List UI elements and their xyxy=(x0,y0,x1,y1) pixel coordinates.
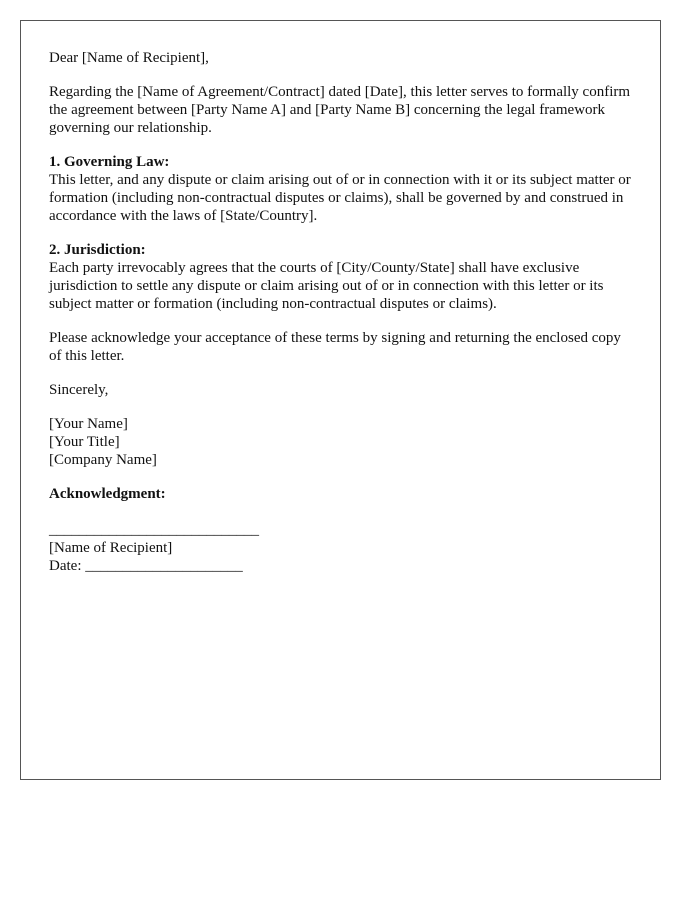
sender-name: [Your Name] xyxy=(49,416,128,432)
date-label: Date: xyxy=(49,558,86,574)
section-body: This letter, and any dispute or claim arising out of or in connection with it or its subject matter or formation (including non-contractual disputes or claims), shall be governed by and construed in accordance with the laws of [State/Country]. xyxy=(49,172,631,224)
sender-title: [Your Title] xyxy=(49,434,120,450)
request-paragraph: Please acknowledge your acceptance of these terms by signing and returning the enclosed copy of this letter. xyxy=(49,330,621,364)
acknowledgment-heading: Acknowledgment: xyxy=(49,486,166,502)
section-heading: 2. Jurisdiction: xyxy=(49,242,146,258)
closing: Sincerely, xyxy=(49,382,109,398)
letter xyxy=(20,20,661,780)
intro-paragraph: Regarding the [Name of Agreement/Contract] dated [Date], this letter serves to formally confirm the agreement between [Party Name A] and [Party Name B] concerning the legal framework governing our relationship. xyxy=(49,84,631,136)
signature-block xyxy=(49,415,632,469)
date-row xyxy=(49,557,632,575)
governing-law-section xyxy=(49,153,632,225)
section-body: Each party irrevocably agrees that the courts of [City/County/State] shall have exclusive jurisdiction to settle any dispute or claim arising out of or in connection with this letter or its subject matter or formation (including non-contractual disputes or claims). xyxy=(49,260,604,312)
salutation: Dear [Name of Recipient], xyxy=(49,50,209,66)
company-name: [Company Name] xyxy=(49,452,157,468)
signature-line: ____________________________ xyxy=(49,522,259,538)
section-heading: 1. Governing Law: xyxy=(49,154,170,170)
recipient-name: [Name of Recipient] xyxy=(49,540,173,556)
jurisdiction-section xyxy=(49,241,632,313)
acknowledgment-block xyxy=(49,485,632,575)
date-line: _____________________ xyxy=(85,558,243,574)
